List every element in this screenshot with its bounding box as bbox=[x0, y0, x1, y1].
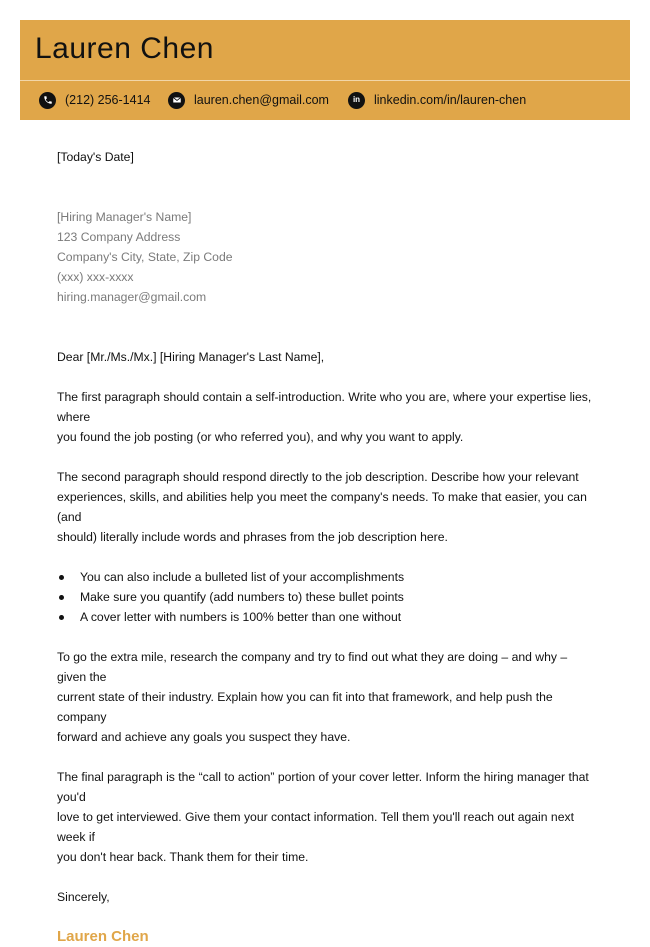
bullet-dot bbox=[59, 615, 64, 620]
paragraph-line: forward and achieve any goals you suspect they have. bbox=[57, 730, 351, 744]
envelope-icon bbox=[168, 92, 185, 109]
phone-text: (212) 256-1414 bbox=[65, 93, 151, 107]
recipient-phone: (xxx) xxx-xxxx bbox=[57, 270, 134, 284]
closing: Sincerely, bbox=[57, 890, 110, 904]
list-item bbox=[57, 607, 597, 627]
recipient-address: 123 Company Address bbox=[57, 230, 181, 244]
bullet-text: A cover letter with numbers is 100% better than one without bbox=[80, 610, 402, 624]
header-divider bbox=[20, 80, 630, 81]
paragraph-line: The second paragraph should respond directly to the job description. Describe how your relevant bbox=[57, 470, 579, 484]
paragraph-line: should) literally include words and phrases from the job description here. bbox=[57, 530, 448, 544]
bullet-text: Make sure you quantify (add numbers to) these bullet points bbox=[80, 590, 404, 604]
contact-email bbox=[168, 90, 329, 110]
paragraph-line: you don't hear back. Thank them for their time. bbox=[57, 850, 309, 864]
letter-date: [Today's Date] bbox=[57, 150, 134, 164]
linkedin-link[interactable]: linkedin.com/in/lauren-chen bbox=[374, 93, 527, 107]
paragraph-line: To go the extra mile, research the company and try to find out what they are doing – and why – given the bbox=[57, 650, 568, 684]
email-link[interactable]: lauren.chen@gmail.com bbox=[194, 93, 329, 107]
linkedin-icon bbox=[348, 92, 365, 109]
bullet-dot bbox=[59, 575, 64, 580]
header-name: Lauren Chen bbox=[35, 32, 214, 65]
paragraph-line: current state of their industry. Explain how you can fit into that framework, and help push the company bbox=[57, 690, 553, 724]
recipient-name: [Hiring Manager's Name] bbox=[57, 210, 192, 224]
salutation: Dear [Mr./Ms./Mx.] [Hiring Manager's Last Name], bbox=[57, 350, 325, 364]
linkedin-icon-text: in bbox=[352, 95, 361, 104]
paragraph-call-to-action bbox=[57, 767, 597, 867]
phone-icon bbox=[39, 92, 56, 109]
bullet-dot bbox=[59, 595, 64, 600]
resume-header bbox=[20, 20, 630, 120]
letter-body bbox=[57, 147, 597, 947]
paragraph-line: The first paragraph should contain a self-introduction. Write who you are, where your expertise lies, where bbox=[57, 390, 592, 424]
list-item bbox=[57, 587, 597, 607]
recipient-block bbox=[57, 207, 597, 307]
paragraph-line: The final paragraph is the “call to action” portion of your cover letter. Inform the hiring manager that you'd bbox=[57, 770, 589, 804]
paragraph-line: love to get interviewed. Give them your contact information. Tell them you'll reach out again next week if bbox=[57, 810, 574, 844]
paragraph-research bbox=[57, 647, 597, 747]
paragraph-line: experiences, skills, and abilities help you meet the company's needs. To make that easier, you can (and bbox=[57, 490, 587, 524]
recipient-city: Company's City, State, Zip Code bbox=[57, 250, 233, 264]
accomplishments-list bbox=[57, 567, 597, 627]
bullet-text: You can also include a bulleted list of your accomplishments bbox=[80, 570, 405, 584]
paragraph-intro bbox=[57, 387, 597, 447]
recipient-email: hiring.manager@gmail.com bbox=[57, 290, 207, 304]
contact-phone bbox=[39, 90, 150, 110]
paragraph-job-description bbox=[57, 467, 597, 547]
signature: Lauren Chen bbox=[57, 928, 149, 945]
paragraph-line: you found the job posting (or who referred you), and why you want to apply. bbox=[57, 430, 464, 444]
list-item bbox=[57, 567, 597, 587]
contact-linkedin bbox=[348, 90, 526, 110]
